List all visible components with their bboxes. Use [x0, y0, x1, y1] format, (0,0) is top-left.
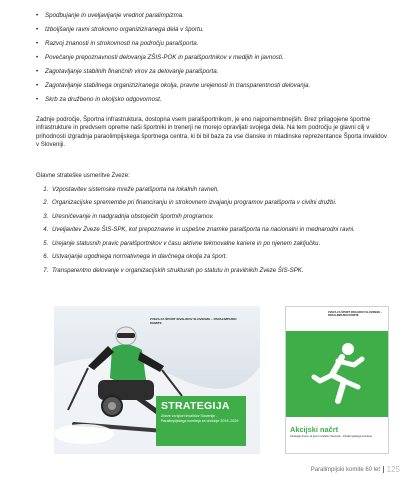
- runner-icon: [286, 331, 389, 417]
- strategy-cover-logo: ZVEZA ZA ŠPORT INVALIDOV SLOVENIJE – PARALIMPIJSKI KOMITE: [150, 317, 237, 325]
- goal-item: 7. Transparentno delovanje v organizacijskih strukturah po statutu in pravilnikih Zveze ŠIS-SPK.: [50, 267, 402, 275]
- goal-item: 5. Urejanje statusnih pravic paralšportnikov v času aktivne tekmovalne kariere in po njenem zaključku.: [50, 240, 402, 248]
- bullet-item: • Izboljšanje ravni strokovno organiziziranega dela v športu.: [36, 26, 388, 34]
- page-number: 125: [386, 465, 400, 474]
- footer-label: Paralimpijski komite 60 let: [310, 467, 381, 474]
- goal-item: 1. Vzpostavitev sistemske mreže paralšporta na lokalnih ravneh.: [50, 186, 402, 194]
- green-panel: [286, 331, 389, 417]
- footer-divider: [383, 466, 384, 473]
- goal-item: 6. Ustvarjanje ugodnega normativnega in davčnega okolja za šport.: [50, 253, 402, 261]
- goal-item: 3. Uresničevanje in nadgradnja obstoječih športnih programov.: [50, 213, 402, 221]
- goals-list: [36, 186, 402, 280]
- bullet-list: [36, 12, 388, 110]
- bullet-item: • Povečanje prepoznavnosti delovanja ZŠIS-POK in paralšportnikov v medijih in javnosti.: [36, 54, 388, 62]
- strategy-subtitle: Zveze za šport invalidov Slovenije - Paralimpijskega komiteja za obdobje 2019–2029: [161, 414, 239, 423]
- bullet-item: • Zagotavljanje stabilnih finančnih virov za delovanje paralšporta.: [36, 68, 388, 76]
- action-plan-cover-logo: ZVEZA ZA ŠPORT INVALIDOV SLOVENIJE – PARALIMPIJSKI KOMITE: [328, 311, 383, 318]
- action-plan-title: Akcijski načrt: [290, 425, 339, 434]
- action-plan-subtitle: Strategije Zveze za šport invalidov Slovenije - Paralimpijskega komiteja: [290, 435, 372, 438]
- strategy-title: STRATEGIJA: [161, 400, 230, 412]
- page-footer: [311, 465, 400, 474]
- bullet-item: • Razvoj znanosti in strokovnosti na področju paralšporta.: [36, 40, 388, 48]
- strategy-title-box: [156, 396, 246, 446]
- action-plan-cover: [285, 306, 389, 454]
- bullet-item: • Skrb za družbeno in okoljsko odgovornost.: [36, 96, 388, 104]
- goals-heading: Glavne strateške usmeritve Zveze:: [36, 172, 130, 179]
- bullet-item: • Zagotavljanje stabilnega organiziziranega okolja, pravne urejenosti in transparentnosti delovanja.: [36, 82, 388, 90]
- goal-item: 4. Uveljavitev Zveze ŠIS-SPK, kot prepoznavne in uspešne znamke paralšporta na nacionalni in mednarodni ravni.: [50, 226, 402, 234]
- goal-item: 2. Organizacijske spremembe pri financiranju in strokovnem izvajanju programov paralšporta v civilni družbi.: [50, 199, 402, 207]
- bullet-item: • Spodbujanje in uveljavljanje vrednot paralimpizma.: [36, 12, 388, 20]
- infrastructure-paragraph: Zadnje področje, Športna infrastruktura, dostopna vsem paralšportnikom, je eno najpomembnejših. Brez prilagojene športne infrastrukture in predvsem opreme naši športniki in trenerji ne morejo opravljati svojega dela. Na tem področju je glavni cilj v prihodnosti izgradnja paraolimpijskega športnega centra, ki bi bil baza za vse članske in mladinske reprezentance Športa invalidov v Sloveniji.: [36, 116, 387, 148]
